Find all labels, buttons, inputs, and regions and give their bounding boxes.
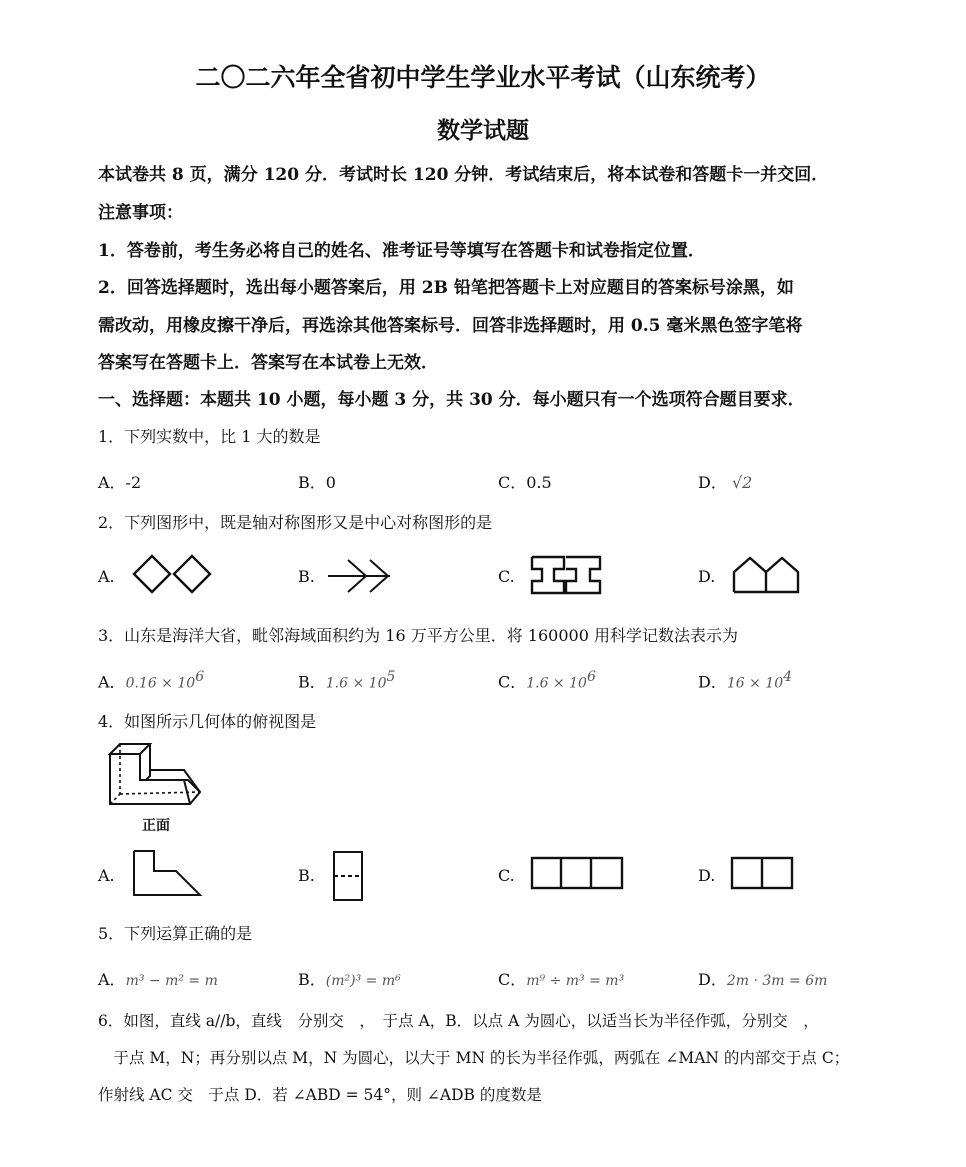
note-2-line-2: 需改动，用橡皮擦干净后，再选涂其他答案标号．回答非选择题时，用 0.5 毫米黑色签字笔将 [98,316,803,336]
q5-option-a [98,967,218,990]
q4-front-label: 正面 [142,818,170,834]
q1-option-d-label: D． [698,473,727,492]
q4-option-b-label: B. [298,866,315,885]
q3-option-d [698,669,792,692]
q4-figure-c [530,856,626,892]
section-1-heading: 一、选择题：本题共 10 小题，每小题 3 分，共 30 分．每小题只有一个选项符合题目要求． [98,390,805,410]
q5-stem: 5．下列运算正确的是 [98,924,253,943]
q3-option-d-exponent: 4 [783,669,793,685]
q4-figure-a [132,849,204,899]
q5-option-c [498,967,624,990]
note-1: 1．答卷前，考生务必将自己的姓名、准考证号等填写在答题卡和试卷指定位置． [98,241,705,261]
q5-option-d-label: D． [698,970,727,989]
q3-option-b-exponent: 5 [386,669,396,685]
q3-option-b-math: 1.6 × 10 [325,675,387,692]
q1-stem: 1．下列实数中，比 1 大的数是 [98,427,321,446]
q3-option-a-exponent: 6 [195,669,205,685]
q6-line-2: 于点 M，N；再分别以点 M，N 为圆心，以大于 MN 的长为半径作弧，两弧在 ∠MAN 的内部交于点 C； [98,1049,850,1067]
q4-figure-b [332,850,366,902]
q2-figure-a [130,552,220,600]
q5-option-b [298,967,401,990]
q3-option-b-label: B． [298,672,326,692]
q5-option-a-label: A． [98,970,126,989]
q2-figure-d [730,554,804,596]
q3-option-d-label: D． [698,672,727,692]
q1-option-d-math: √2 [731,473,753,492]
intro-line: 本试卷共 8 页，满分 120 分．考试时长 120 分钟．考试结束后，将本试卷和答题卡一并交回． [98,165,829,185]
subject-title: 数学试题 [437,117,529,144]
q6-line-3: 作射线 AC 交 于点 D．若 ∠ABD = 54°，则 ∠ADB 的度数是 [98,1086,542,1104]
q3-option-c-label: C． [498,672,527,692]
q4-option-c-label: C. [498,866,515,885]
q5-option-c-label: C． [498,970,527,989]
q1-option-a: A．-2 [98,473,142,492]
q3-option-a [98,669,204,692]
q5-option-d-math: 2m · 3m = 6m [726,973,828,989]
q3-option-a-math: 0.16 × 10 [125,675,196,692]
q2-option-b-label: B. [298,567,315,586]
q1-option-d [698,470,752,493]
note-2-line-1: 2．回答选择题时，选出每小题答案后，用 2B 铅笔把答题卡上对应题目的答案标号涂黑，如 [98,278,794,298]
q2-option-c-label: C. [498,567,515,586]
note-2-line-3: 答案写在答题卡上．答案写在本试卷上无效． [98,353,438,373]
exam-title: 二〇二六年全省初中学生学业水平考试（山东统考） [195,63,771,92]
q3-stem: 3．山东是海洋大省，毗邻海域面积约为 16 万平方公里．将 160000 用科学记数法表示为 [98,626,738,645]
notes-title: 注意事项： [98,203,183,223]
q5-option-a-math: m³ − m² = m [125,973,218,989]
q1-option-b: B．0 [298,473,336,492]
q5-option-c-math: m⁹ ÷ m³ = m³ [526,973,625,989]
q6-line-1: 6．如图，直线 a//b，直线 分别交 ， 于点 A，B．以点 A 为圆心，以适当长为半径作弧，分别交 ， [98,1012,819,1030]
q3-option-d-math: 16 × 10 [726,675,784,692]
q3-option-b [298,669,395,692]
q2-option-d-label: D. [698,567,716,586]
q4-stem: 4．如图所示几何体的俯视图是 [98,712,317,731]
q4-option-d-label: D. [698,866,716,885]
q3-option-a-label: A． [98,672,126,692]
q4-option-a-label: A. [98,866,115,885]
q4-figure-d [730,856,796,892]
q2-figure-b [326,555,396,599]
q2-figure-c [530,555,604,597]
q3-option-c [498,669,596,692]
q4-solid-figure [104,740,208,812]
q1-option-c: C．0.5 [498,473,552,492]
q3-option-c-math: 1.6 × 10 [526,675,587,692]
q2-stem: 2．下列图形中，既是轴对称图形又是中心对称图形的是 [98,513,493,532]
q5-option-b-math: (m²)³ = m⁶ [325,973,401,989]
q2-option-a-label: A. [98,567,115,586]
q5-option-b-label: B． [298,970,326,989]
q3-option-c-exponent: 6 [586,669,596,685]
q5-option-d [698,967,827,990]
